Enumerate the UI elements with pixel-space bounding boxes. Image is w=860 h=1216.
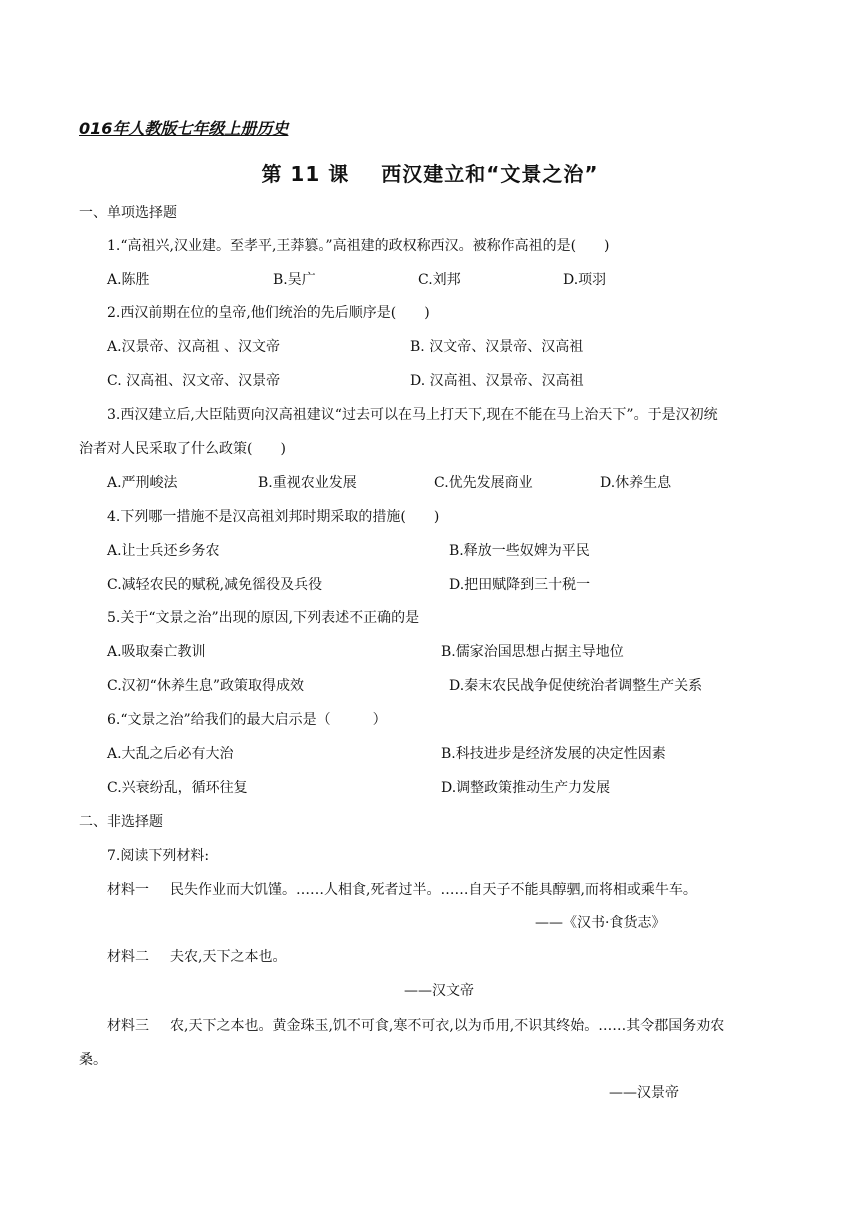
material-3-source: ——汉景帝 [609,1085,679,1101]
question-4-option-b: B.释放一些奴婢为平民 [449,543,590,559]
question-3-stem-line1: 3.西汉建立后,大臣陆贾向汉高祖建议“过去可以在马上打天下,现在不能在马上治天下”。于是汉初统 [107,407,718,423]
material-3-text-line2: 桑。 [79,1052,107,1068]
question-2-option-d: D. 汉高祖、汉景帝、汉高祖 [410,373,584,389]
lesson-title [0,158,860,187]
question-4-stem: 4.下列哪一措施不是汉高祖刘邦时期采取的措施( ) [107,509,440,525]
question-1-option-a: A.陈胜 [107,272,150,288]
question-7-stem: 7.阅读下列材料: [107,848,210,864]
question-2-option-a: A.汉景帝、汉高祖 、汉文帝 [107,339,281,355]
question-5-option-d: D.秦末农民战争促使统治者调整生产关系 [449,678,703,694]
material-3-label: 材料三 [107,1018,149,1034]
question-4-option-c: C.减轻农民的赋税,减免徭役及兵役 [107,577,323,593]
material-1-text: 民失作业而大饥馑。……人相食,死者过半。……自天子不能具醇驷,而将相或乘牛车。 [170,882,697,898]
lesson-name: 西汉建立和“文景之治” [381,162,599,186]
question-6-option-b: B.科技进步是经济发展的决定性因素 [441,746,666,762]
section-heading-non-choice: 二、非选择题 [79,814,163,830]
lesson-number: 第 11 课 [261,162,350,186]
question-1-stem: 1.“高祖兴,汉业建。至孝平,王莽篡。”高祖建的政权称西汉。被称作高祖的是( ) [107,238,610,254]
question-2-option-c: C. 汉高祖、汉文帝、汉景帝 [107,373,281,389]
material-2-text: 夫农,天下之本也。 [170,949,287,965]
question-2-stem: 2.西汉前期在位的皇帝,他们统治的先后顺序是( ) [107,305,430,321]
question-3-stem-line2: 治者对人民采取了什么政策( ) [79,441,286,457]
question-5-option-c: C.汉初“休养生息”政策取得成效 [107,678,304,694]
question-1-option-c: C.刘邦 [418,272,461,288]
question-3-option-c: C.优先发展商业 [434,475,533,491]
material-1-source: ——《汉书·食货志》 [535,915,666,931]
document-header: 016年人教版七年级上册历史 [79,119,289,138]
material-3-text-line1: 农,天下之本也。黄金珠玉,饥不可食,寒不可衣,以为币用,不识其终始。……其令郡国务劝农 [170,1018,725,1034]
material-2-source: ——汉文帝 [404,983,474,999]
question-1-option-b: B.吴广 [273,272,316,288]
question-4-option-a: A.让士兵还乡务农 [107,543,220,559]
question-5-option-a: A.吸取秦亡教训 [107,644,206,660]
material-1-label: 材料一 [107,882,149,898]
question-1-option-d: D.项羽 [563,272,607,288]
material-2-label: 材料二 [107,949,149,965]
question-6-option-a: A.大乱之后必有大治 [107,746,234,762]
question-3-option-d: D.休养生息 [600,475,672,491]
question-5-option-b: B.儒家治国思想占据主导地位 [441,644,624,660]
question-3-option-b: B.重视农业发展 [258,475,357,491]
question-5-stem: 5.关于“文景之治”出现的原因,下列表述不正确的是 [107,610,420,626]
question-2-option-b: B. 汉文帝、汉景帝、汉高祖 [410,339,584,355]
question-3-option-a: A.严刑峻法 [107,475,178,491]
section-heading-single-choice: 一、单项选择题 [79,205,177,221]
question-4-option-d: D.把田赋降到三十税一 [449,577,591,593]
question-6-option-d: D.调整政策推动生产力发展 [441,780,611,796]
question-6-stem: 6.“文景之治”给我们的最大启示是（ ） [107,712,387,728]
question-6-option-c: C.兴衰纷乱，循环往复 [107,780,248,796]
